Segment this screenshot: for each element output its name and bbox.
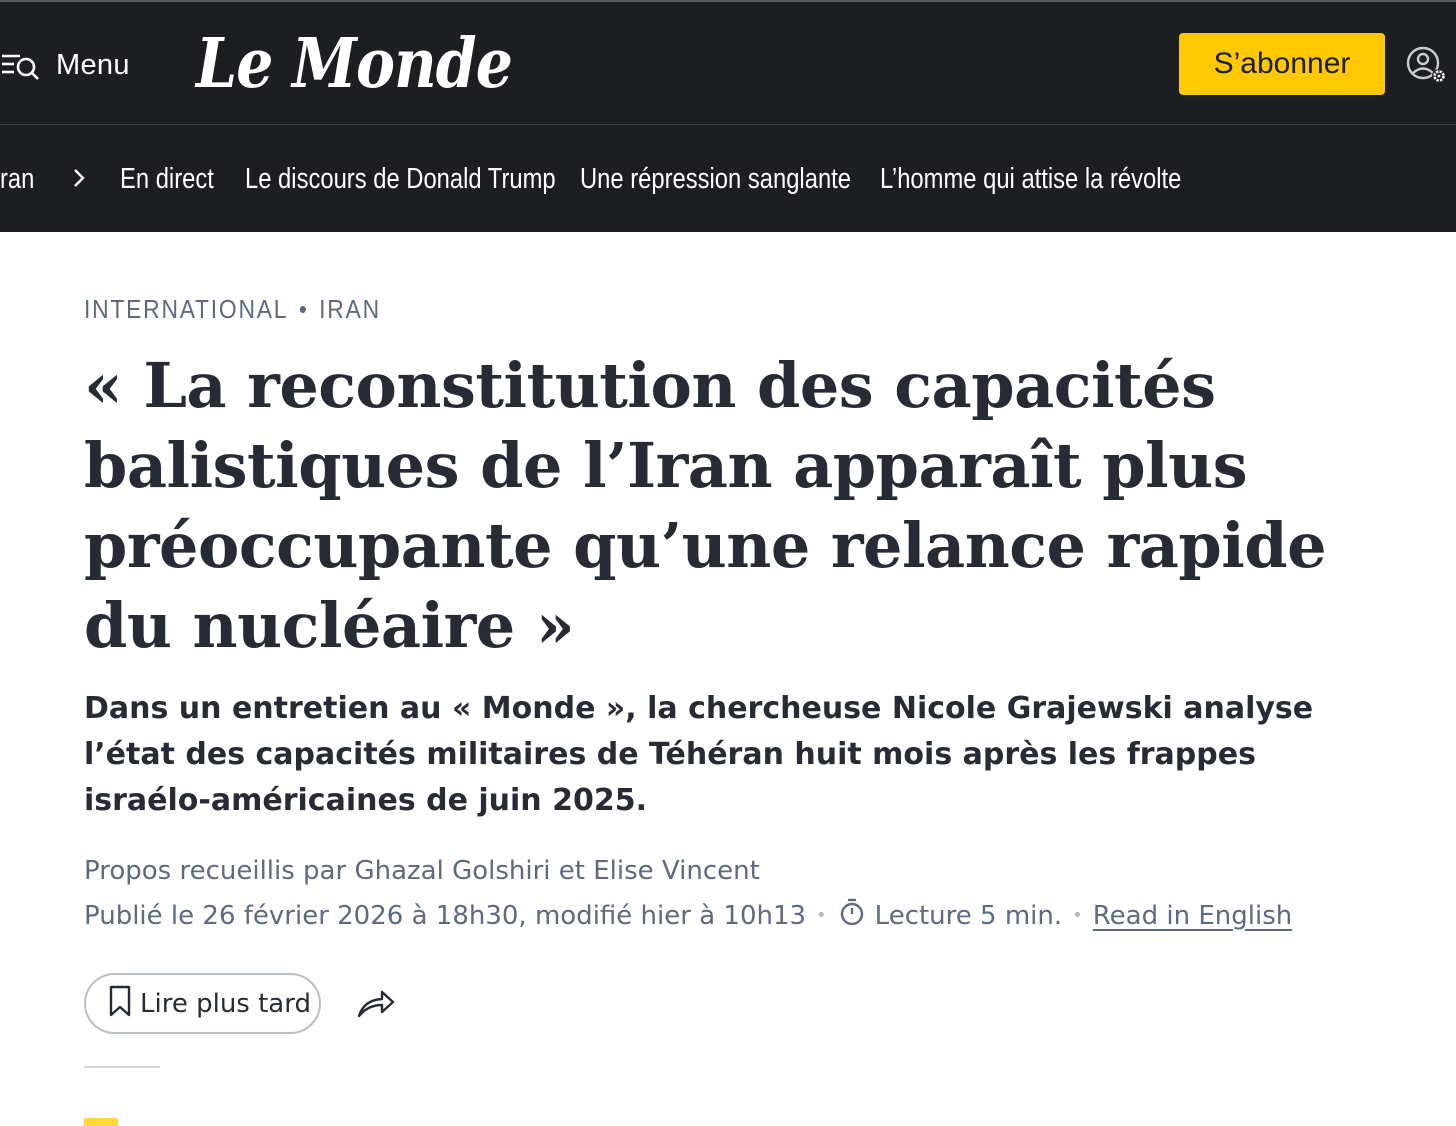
read-later-button[interactable] — [84, 973, 321, 1034]
subsection-link[interactable]: IRAN — [319, 294, 381, 324]
article-meta — [84, 898, 1292, 933]
account-settings-icon[interactable] — [1406, 46, 1448, 84]
share-icon[interactable] — [356, 986, 396, 1025]
meta-separator: • — [816, 905, 827, 926]
timer-icon — [839, 898, 865, 933]
read-later-label: Lire plus tard — [140, 988, 311, 1019]
article-byline: Propos recueillis par Ghazal Golshiri et Elise Vincent — [84, 856, 760, 886]
read-in-english-link[interactable]: Read in English — [1092, 900, 1293, 931]
subscribe-button[interactable]: S’abonner — [1179, 33, 1385, 95]
subnav-item-discours-trump[interactable]: Le discours de Donald Trump — [245, 163, 556, 195]
topic-navigation — [0, 124, 1456, 232]
menu-search-icon — [0, 50, 40, 80]
top-header — [0, 0, 1456, 124]
subnav-item-homme-revolte[interactable]: L’homme qui attise la révolte — [880, 163, 1182, 195]
divider — [84, 1066, 160, 1068]
subnav-item-iran[interactable]: ran — [0, 163, 35, 195]
menu-button[interactable] — [0, 42, 130, 88]
section-link[interactable]: INTERNATIONAL — [84, 294, 289, 324]
article-headline: « La reconstitution des capacités balistiques de l’Iran apparaît plus préoccupante qu’une relance rapide du nucléaire » — [84, 349, 1327, 662]
meta-separator: • — [1072, 905, 1083, 926]
reading-time: Lecture 5 min. — [874, 900, 1063, 931]
chevron-right-icon[interactable] — [72, 166, 86, 195]
publication-date: Publié le 26 février 2026 à 18h30, modifié hier à 10h13 — [84, 900, 807, 931]
content-badge — [84, 1118, 118, 1126]
kicker-separator: • — [298, 294, 309, 324]
menu-label: Menu — [56, 48, 130, 81]
le-monde-logo[interactable]: Le Monde — [196, 24, 513, 104]
section-kicker — [84, 294, 381, 325]
article-standfirst: Dans un entretien au « Monde », la chercheuse Nicole Grajewski analyse l’état des capacités militaires de Téhéran huit mois après les frappes israélo-américaines de juin 2025. — [84, 691, 1314, 818]
subnav-item-en-direct[interactable]: En direct — [120, 163, 214, 195]
subnav-item-repression[interactable]: Une répression sanglante — [580, 163, 851, 195]
bookmark-icon — [108, 985, 132, 1022]
